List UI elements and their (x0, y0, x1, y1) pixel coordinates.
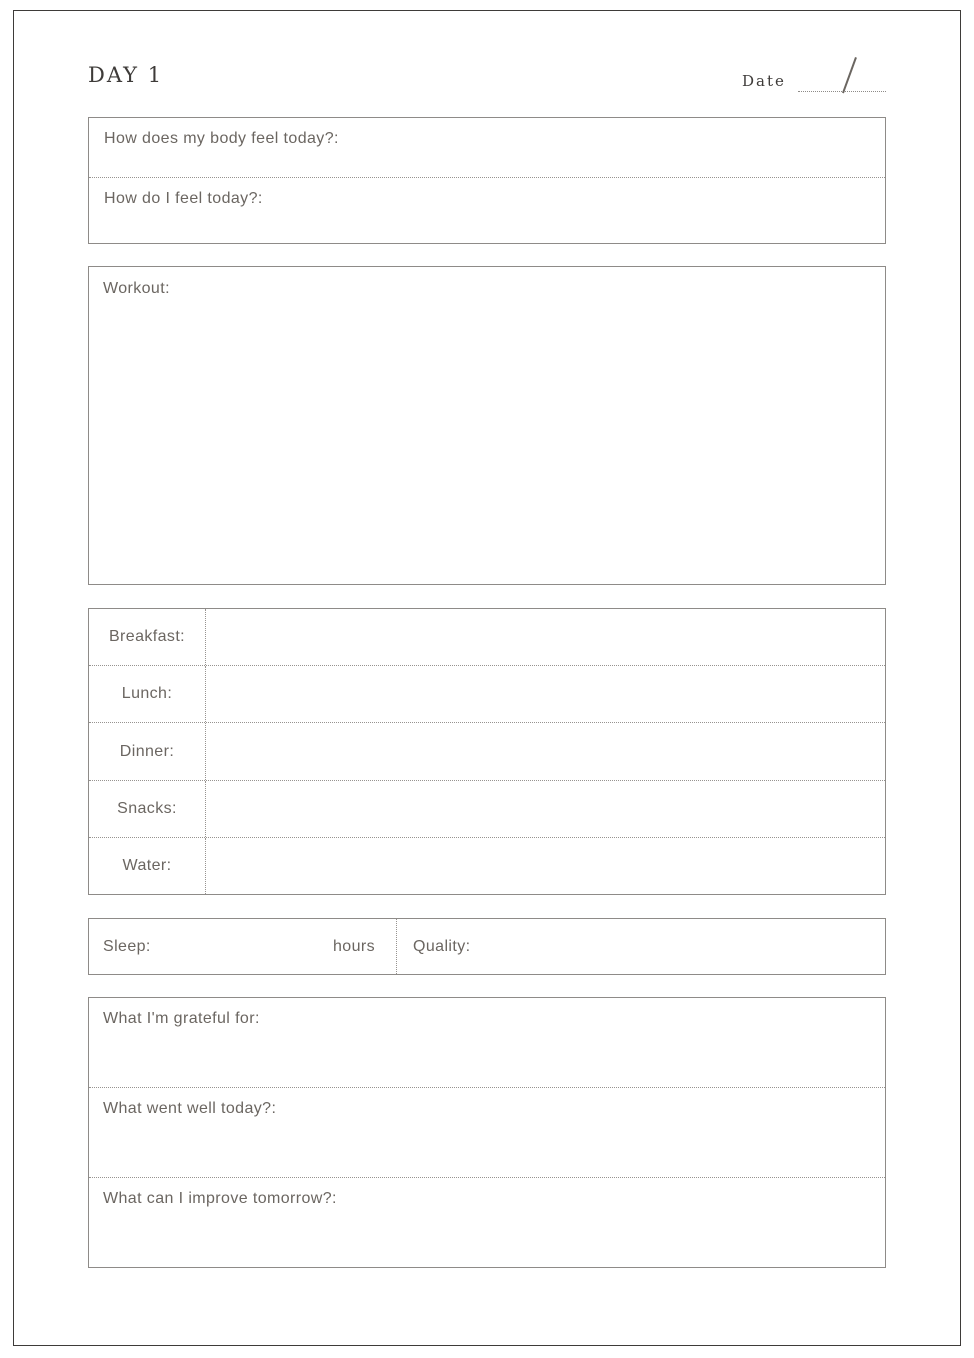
sleep-hours-unit: hours (332, 937, 375, 955)
meal-row-water (89, 838, 885, 894)
improve-row (89, 1178, 885, 1267)
water-label-cell (89, 838, 206, 894)
lunch-label-cell (89, 666, 206, 722)
mood-feel-label: How do I feel today?: (104, 190, 263, 207)
snacks-label-cell (89, 781, 206, 837)
snacks-label: Snacks: (117, 799, 177, 817)
lunch-entry[interactable] (206, 666, 885, 722)
feelings-section (88, 117, 886, 244)
reflection-section (88, 997, 886, 1268)
body-feel-entry[interactable] (89, 148, 885, 177)
went-well-label: What went well today?: (103, 1100, 277, 1117)
mood-feel-entry[interactable] (89, 208, 885, 243)
sleep-section (88, 918, 886, 975)
breakfast-label-cell (89, 609, 206, 665)
grateful-label: What I'm grateful for: (103, 1010, 260, 1027)
sleep-quality-label: Quality: (413, 937, 471, 955)
improve-entry[interactable] (89, 1208, 885, 1267)
body-feel-row (89, 118, 885, 178)
sleep-hours-cell (89, 919, 397, 974)
workout-section (88, 266, 886, 585)
went-well-row (89, 1088, 885, 1178)
date-field (742, 55, 886, 92)
breakfast-label: Breakfast: (108, 628, 186, 646)
meal-row-dinner (89, 723, 885, 780)
meals-section (88, 608, 886, 895)
dinner-label-cell (89, 723, 206, 779)
sleep-quality-cell (397, 919, 885, 974)
sleep-quality-entry[interactable] (470, 919, 885, 974)
water-label: Water: (122, 856, 172, 874)
mood-feel-row (89, 178, 885, 243)
sleep-label: Sleep: (103, 937, 151, 955)
dinner-entry[interactable] (206, 723, 885, 779)
date-label: Date (742, 72, 786, 90)
meal-row-lunch (89, 666, 885, 723)
went-well-entry[interactable] (89, 1118, 885, 1177)
breakfast-entry[interactable] (206, 609, 885, 665)
page-title: DAY 1 (88, 63, 164, 87)
sleep-hours-entry[interactable] (151, 919, 333, 974)
workout-label: Workout: (103, 280, 170, 297)
improve-label: What can I improve tomorrow?: (103, 1190, 337, 1207)
grateful-row (89, 998, 885, 1088)
dinner-label: Dinner: (119, 742, 175, 760)
snacks-entry[interactable] (206, 781, 885, 837)
lunch-label: Lunch: (121, 685, 173, 703)
meal-row-snacks (89, 781, 885, 838)
body-feel-label: How does my body feel today?: (104, 130, 339, 147)
grateful-entry[interactable] (89, 1028, 885, 1087)
meal-row-breakfast (89, 609, 885, 666)
date-slash-icon (842, 57, 856, 93)
water-entry[interactable] (206, 838, 885, 894)
workout-entry[interactable] (89, 298, 885, 584)
date-input-line[interactable] (798, 62, 886, 92)
